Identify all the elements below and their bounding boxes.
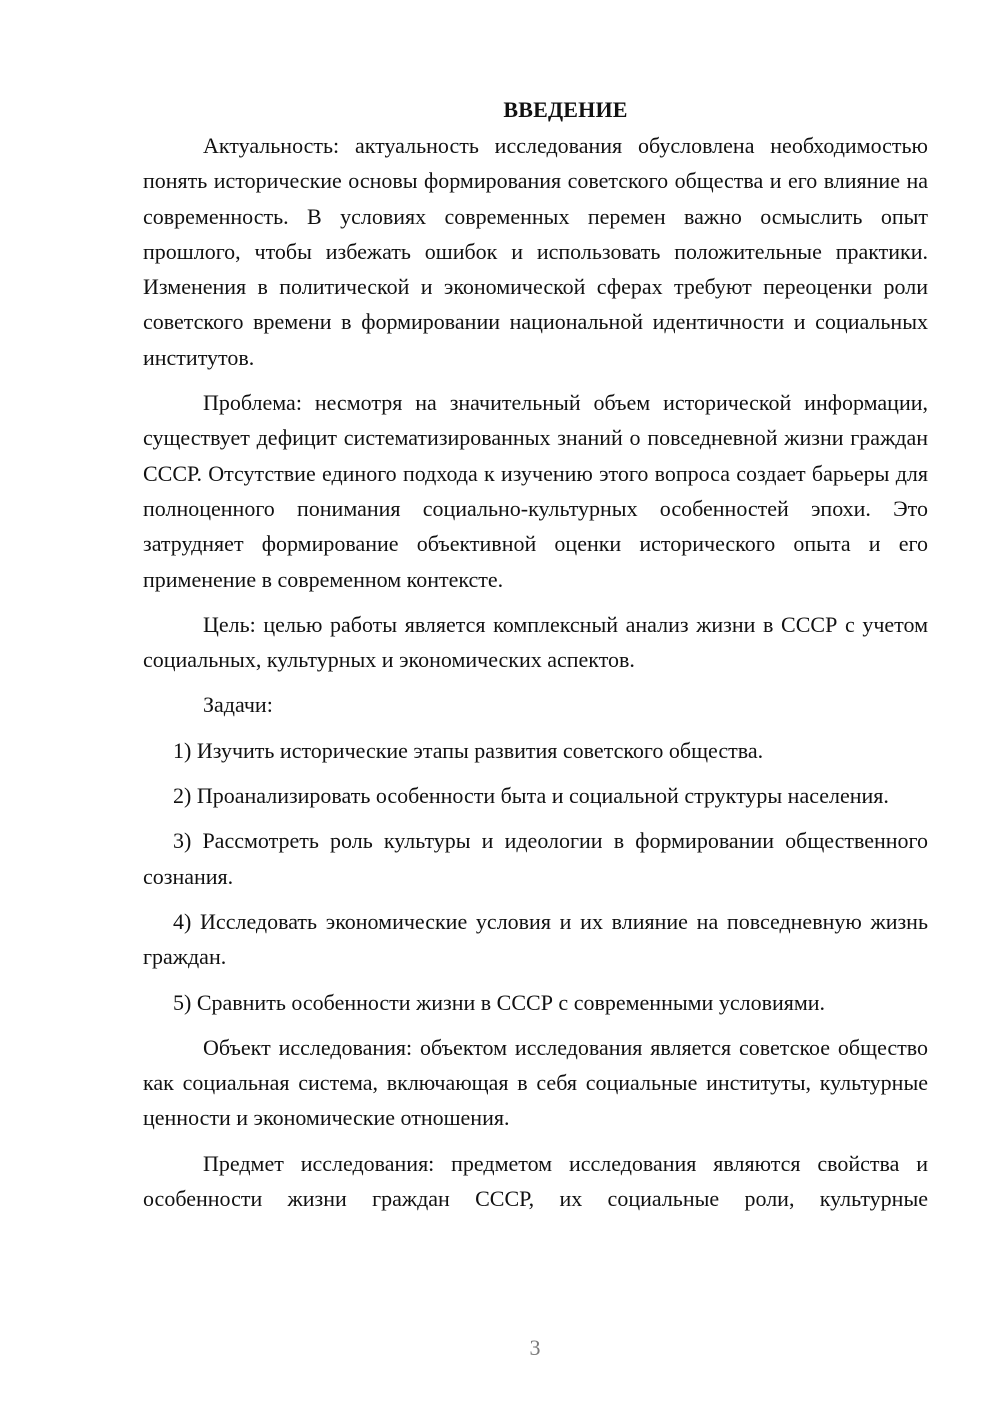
paragraph-object: Объект исследования: объектом исследования является советское общество как социальная система, включающая в себя социальные институты, культурные ценности и экономические отношения.: [143, 1034, 928, 1131]
task-item-2: 2) Проанализировать особенности быта и социальной структуры населения.: [173, 783, 889, 809]
paragraph-subject: Предмет исследования: предметом исследования являются свойства и особенности жизни граждан СССР, их социальные роли, культурные: [143, 1150, 928, 1212]
task-item-4: 4) Исследовать экономические условия и их влияние на повседневную жизнь граждан.: [143, 908, 928, 970]
paragraph-goal: Цель: целью работы является комплексный анализ жизни в СССР с учетом социальных, культурных и экономических аспектов.: [143, 611, 928, 673]
task-item-5: 5) Сравнить особенности жизни в СССР с современными условиями.: [173, 989, 826, 1015]
task-item-3: 3) Рассмотреть роль культуры и идеологии в формировании общественного сознания.: [143, 828, 928, 889]
page-number: 3: [529, 1335, 541, 1360]
paragraph-problem: Проблема: несмотря на значительный объем исторической информации, существует дефицит систематизированных знаний о повседневной жизни граждан СССР. Отсутствие единого подхода к изучению этого вопроса создает барьеры для полноценного понимания социально-культурных особенностей эпохи. Это затрудняет формирование объективной оценки исторического опыта и его применение в современном контексте.: [143, 390, 928, 592]
page-content: [143, 92, 928, 1216]
section-heading: ВВЕДЕНИЕ: [503, 97, 628, 122]
task-item-1: 1) Изучить исторические этапы развития советского общества.: [173, 737, 764, 763]
tasks-label: Задачи:: [203, 692, 273, 718]
paragraph-relevance: Актуальность: актуальность исследования обусловлена необходимостью понять исторические основы формирования советского общества и его влияние на современность. В условиях современных перемен важно осмыслить опыт прошлого, чтобы избежать ошибок и использовать положительные практики. Изменения в политической и экономической сферах требуют переоценки роли советского времени в формировании национальной идентичности и социальных институтов.: [143, 133, 928, 370]
